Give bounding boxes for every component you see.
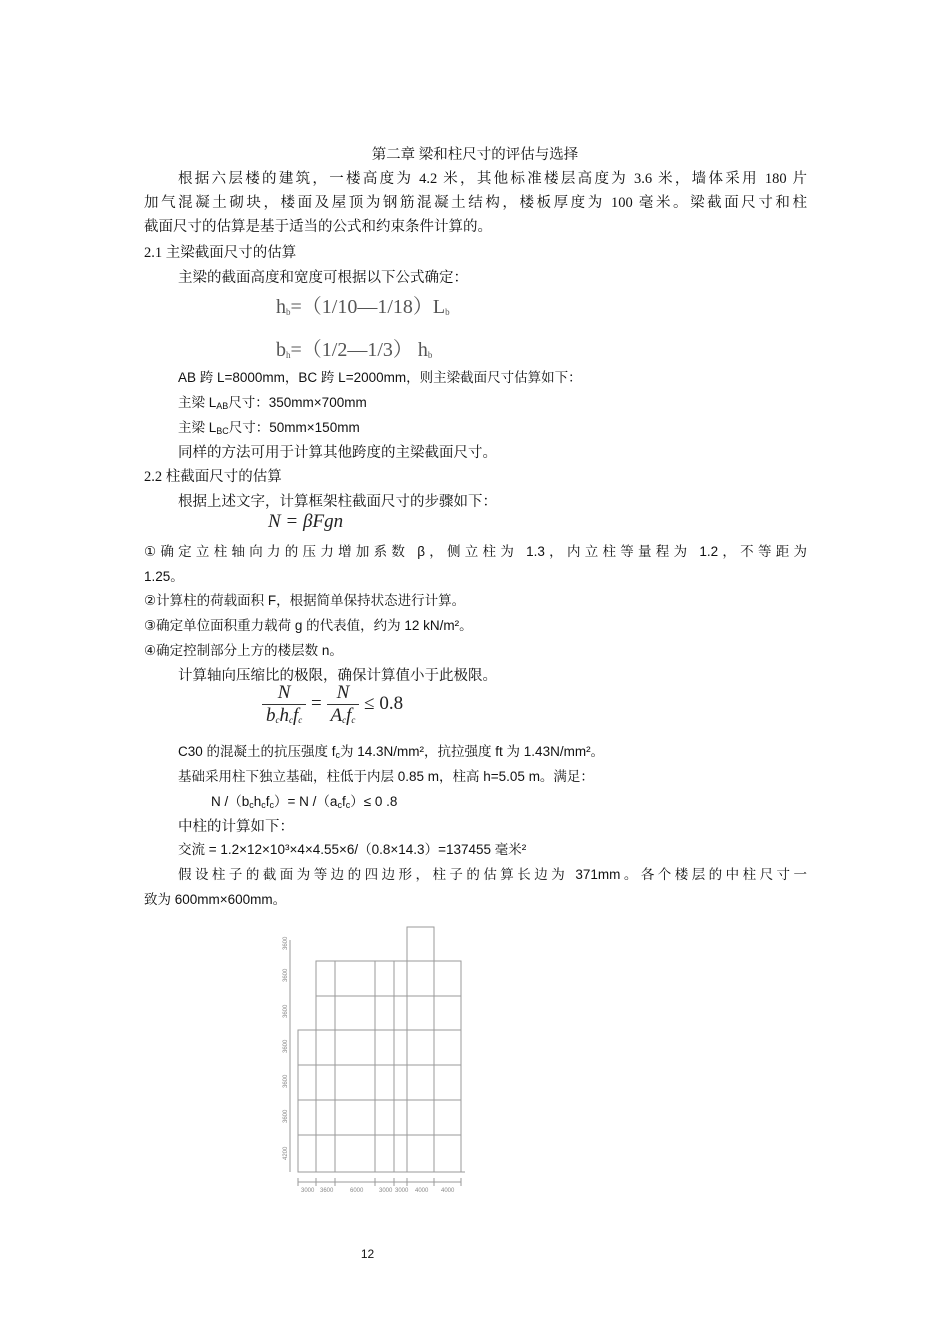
fraction-acfc: $\frac{N}{A_cf_c}$ (327, 682, 360, 727)
assume-line-2: 致为 600mm×600mm。 (144, 892, 287, 907)
s22-paragraph: 根据上述文字，计算框架柱截面尺寸的步骤如下： (178, 494, 497, 510)
left-dim-label: 3600 (283, 968, 289, 982)
span-lengths: AB 跨 L=8000mm，BC 跨 L=2000mm，则主梁截面尺寸估算如下： (178, 370, 582, 385)
chapter-title: 第二章 梁和柱尺寸的评估与选择 (371, 147, 579, 163)
step-1-line-1: ①确定立柱轴向力的压力增加系数 β，侧立柱为 1.3，内立柱等量程为 1.2，不等距为 (144, 544, 807, 559)
left-dim-label: 3600 (283, 1074, 289, 1088)
left-dim-label: 3600 (283, 1109, 289, 1123)
middle-column-heading: 中柱的计算如下： (178, 819, 294, 835)
step-1-line-2: 1.25。 (144, 569, 184, 584)
s22-limit-paragraph: 计算轴向压缩比的极限，确保计算值小于此极限。 (178, 668, 497, 684)
fraction-bchcfc: $\frac{N}{b_ch_cf_c}$ (262, 682, 306, 727)
bottom-dim-label: 6000 (350, 1188, 364, 1194)
c30-strength: C30 的混凝土的抗压强度 $f_c$为 14.3N/mm²，抗拉强度 ft 为 1.43N/mm²。 (178, 744, 605, 760)
page-number: 12 (360, 1247, 375, 1261)
intro-line-3: 截面尺寸的估算是基于适当的公式和约束条件计算的。 (144, 219, 492, 235)
s21-other-spans: 同样的方法可用于计算其他跨度的主梁截面尺寸。 (178, 445, 497, 461)
step-4: ④确定控制部分上方的楼层数 n。 (144, 643, 343, 658)
bottom-dim-label: 4000 (415, 1188, 429, 1194)
frame-elevation-diagram (270, 920, 470, 1195)
bottom-dim-label: 3000 (395, 1188, 409, 1194)
left-dim-label: 3600 (283, 936, 289, 950)
left-dim-label: 3600 (283, 1004, 289, 1018)
formula-hb: $h_b=(1/10—1/18)L_b$ (276, 296, 450, 318)
foundation-text: 基础采用柱下独立基础，柱低于内层 0.85 m，柱高 h=5.05 m。满足： (178, 769, 594, 784)
assume-line-1: 假设柱子的截面为等边的四边形，柱子的估算长边为 371mm。各个楼层的中柱尺寸一 (178, 867, 807, 882)
area-calculation: 交流 = 1.2×12×10³×4×4.55×6/（0.8×14.3）=137455 毫米² (178, 842, 527, 857)
beam-lab-size: 主梁 $L_{AB}$尺寸：350mm×700mm (178, 395, 367, 411)
step-3: ③确定单位面积重力载荷 g 的代表值，约为 12 kN/m²。 (144, 618, 473, 633)
bottom-dim-label: 4000 (441, 1188, 455, 1194)
bottom-dim-label: 3000 (379, 1188, 393, 1194)
section-2-2-heading: 2.2 柱截面尺寸的估算 (144, 469, 282, 485)
condition-formula: N $/(b_ch_cf_c)= N$ $/(a_cf_c)\le 0$ .8 (211, 794, 398, 810)
intro-line-2: 加气混凝土砌块，楼面及屋顶为钢筋混凝土结构，楼板厚度为 100 毫米。梁截面尺寸和柱 (144, 195, 807, 211)
beam-lbc-size: 主梁 $L_{BC}$尺寸：50mm×150mm (178, 420, 360, 436)
intro-line-1: 根据六层楼的建筑，一楼高度为 4.2 米，其他标准楼层高度为 3.6 米，墙体采用 180 片 (178, 171, 807, 187)
formula-n-beta-fgn: N = βFgn (268, 511, 344, 532)
s21-paragraph: 主梁的截面高度和宽度可根据以下公式确定： (178, 270, 468, 286)
penthouse-block (407, 927, 434, 961)
lower-frame-block (298, 1030, 461, 1172)
left-dim-label: 4200 (283, 1146, 289, 1160)
formula-bh: $b_h=(1/2—1/3)$ $h_b$ (276, 339, 433, 361)
step-2: ②计算柱的荷载面积 F，根据简单保持状态进行计算。 (144, 593, 466, 608)
bottom-dim-label: 3000 (301, 1188, 315, 1194)
formula-axial-ratio: $\frac{N}{b_ch_cf_c}$ = $\frac{N}{A_cf_c}$ ≤ 0.8 (262, 682, 403, 727)
left-dim-label: 3600 (283, 1039, 289, 1053)
bottom-dim-label: 3600 (320, 1188, 334, 1194)
section-2-1-heading: 2.1 主梁截面尺寸的估算 (144, 245, 297, 261)
